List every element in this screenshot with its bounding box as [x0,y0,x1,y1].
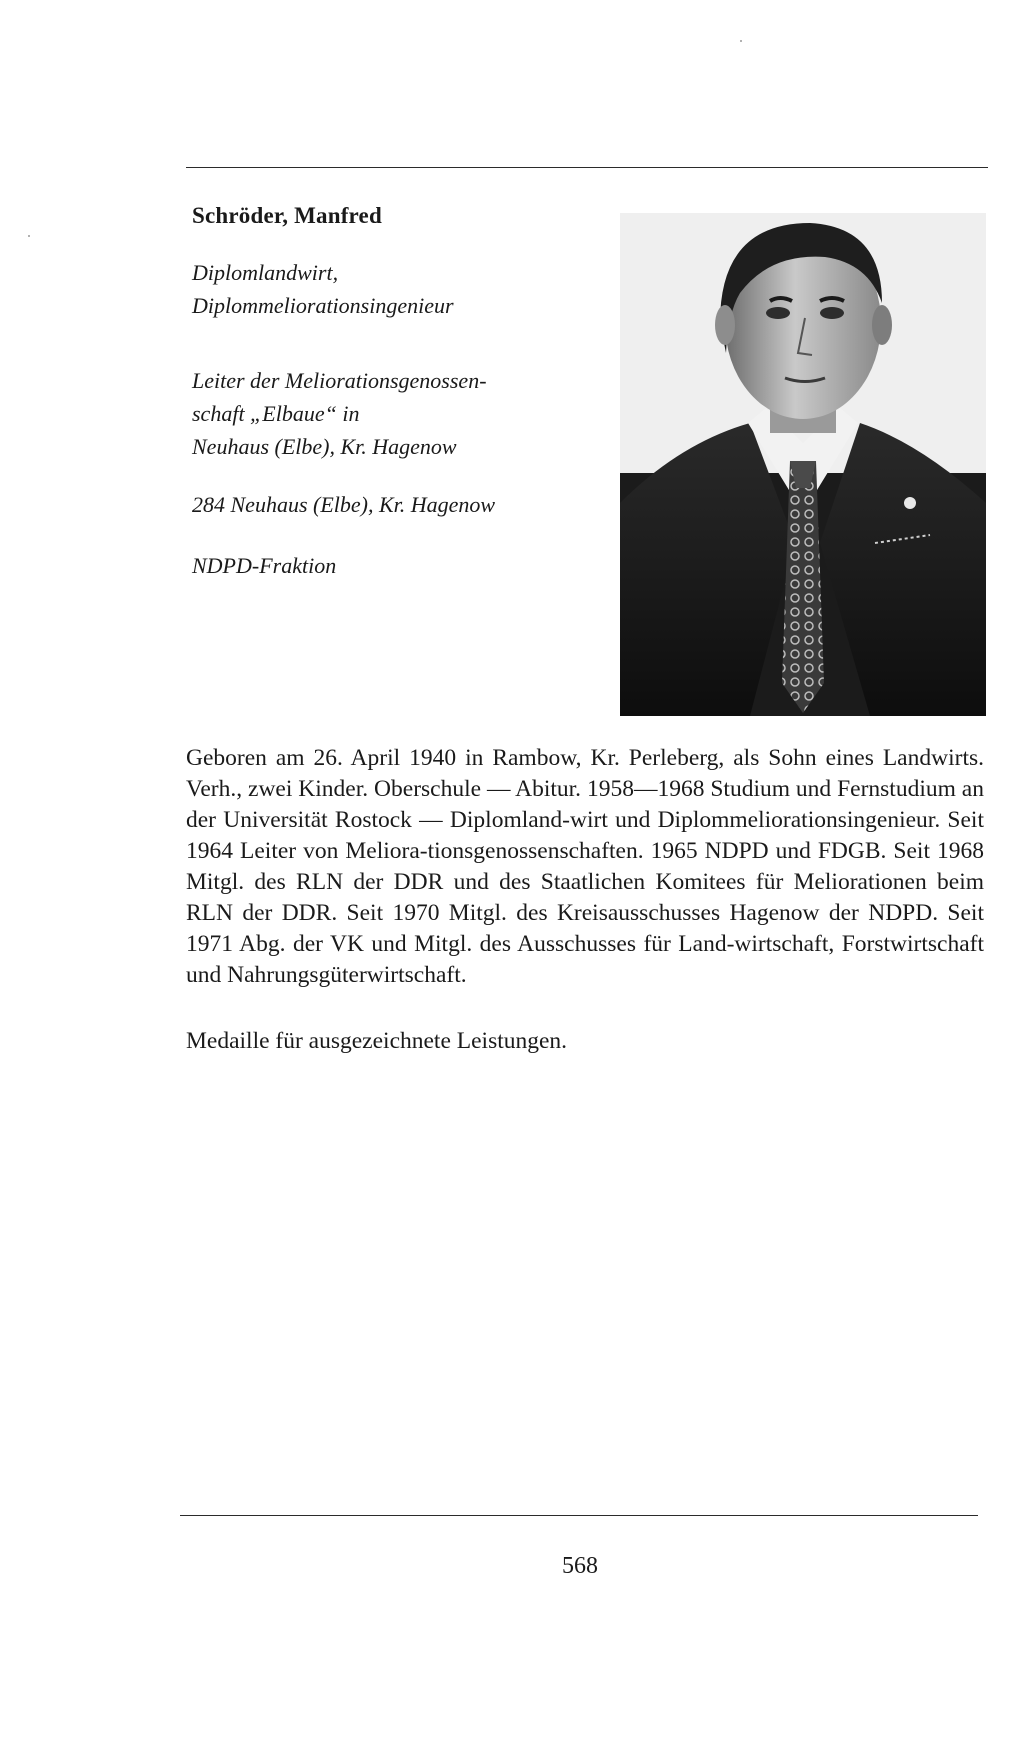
position [192,364,487,463]
page-number: 568 [562,1553,598,1579]
award: Medaille für ausgezeichnete Leistungen. [186,1028,568,1054]
biography-text: Geboren am 26. April 1940 in Rambow, Kr. Perleberg, als Sohn eines Landwirts. Verh., zwei Kinder. Oberschule — Abitur. 1958—1968 Studium und Fernstudium an der Universität Rostock — Diplomland-wirt und Diplommeliorationsingenieur. Seit 1964 Leiter von Meliora-tionsgenossenschaften. 1965 NDPD und FDGB. Seit 1968 Mitgl. des RLN der DDR und des Staatlichen Komitees für Meliorationen beim RLN der DDR. Seit 1970 Mitgl. des Kreisausschusses Hagenow der NDPD. Seit 1971 Abg. der VK und Mitgl. des Ausschusses für Land-wirtschaft, Forstwirtschaft und Nahrungsgüterwirtschaft. [186,745,984,988]
entry-name: Schröder, Manfred [192,203,382,228]
bottom-rule [180,1515,978,1516]
scan-speck [28,235,30,237]
qualification-line: Diplommeliorationsingenieur [192,293,454,318]
portrait-illustration [620,213,986,716]
address: 284 Neuhaus (Elbe), Kr. Hagenow [192,492,496,517]
biography [186,743,984,991]
qualification-line: Diplomlandwirt, [192,260,339,285]
qualifications [192,256,454,322]
position-line: Leiter der Meliorationsgenossen- [192,368,487,393]
faction: NDPD-Fraktion [192,553,337,578]
top-rule [186,167,988,168]
position-line: schaft „Elbaue“ in [192,401,360,426]
portrait-photo [620,213,986,716]
position-line: Neuhaus (Elbe), Kr. Hagenow [192,434,457,459]
scan-speck [740,40,742,42]
